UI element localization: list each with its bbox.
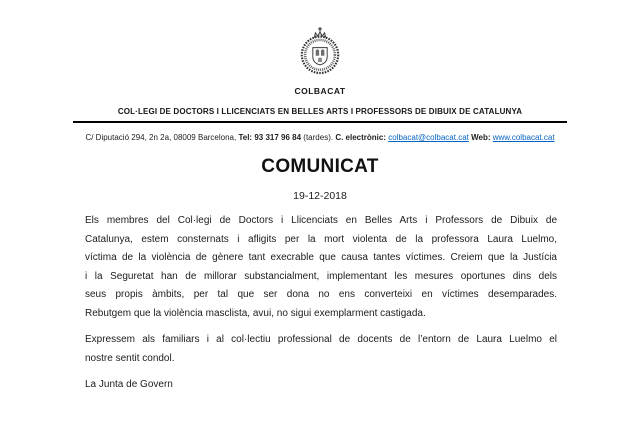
paragraph-line: Rebutgem que la violència masclista, avui, no sigui exemplarment castigada. bbox=[85, 307, 426, 319]
tel-note: (tardes). bbox=[303, 133, 334, 142]
document-date: 19-12-2018 bbox=[293, 190, 347, 202]
signature-line: La Junta de Govern bbox=[85, 379, 173, 390]
web-link[interactable]: www.colbacat.cat bbox=[492, 133, 555, 142]
email-link[interactable]: colbacat@colbacat.cat bbox=[388, 133, 469, 142]
paragraph-line: seus propis àmbits, per tal que ser dona no ens converteixi en víctimes desemparades. bbox=[85, 289, 557, 300]
paragraph-1 bbox=[85, 212, 557, 323]
paragraph-2 bbox=[85, 331, 557, 368]
contact-line bbox=[0, 133, 640, 142]
paragraph-line: víctima de la violència de gènere tant execrable que causa tantes víctimes. Creiem que la Justícia bbox=[85, 252, 557, 263]
paragraph-line: Catalunya, estem consternats i afligits per la mort violenta de la professora Laura Luelmo, bbox=[85, 233, 557, 245]
paragraph-line: i la Seguretat han de millorar substancialment, implementant les mesures oportunes dins dels bbox=[85, 270, 557, 282]
tel-number: 93 317 96 84 bbox=[254, 133, 302, 142]
document-body bbox=[85, 212, 557, 395]
header-divider bbox=[73, 121, 567, 123]
org-full-name: COL·LEGI DE DOCTORS I LLICENCIATS EN BELLES ARTS I PROFESSORS DE DIBUIX DE CATALUNYA bbox=[117, 107, 523, 116]
colbacat-crest-icon bbox=[297, 26, 343, 76]
logo-container bbox=[0, 26, 640, 81]
paragraph-line: Expressem als familiars i al col·lectiu professional de docents de l’entorn de Laura Luelmo el bbox=[85, 334, 557, 345]
tel-label: Tel: bbox=[238, 133, 253, 142]
web-label: Web: bbox=[471, 133, 491, 142]
contact-address: C/ Diputació 294, 2n 2a, 08009 Barcelona, bbox=[85, 133, 237, 142]
paragraph-line: Els membres del Col·legi de Doctors i Llicenciats en Belles Arts i Professors de Dibuix de bbox=[85, 215, 557, 226]
paragraph-line: nostre sentit condol. bbox=[85, 352, 175, 364]
email-label: C. electrònic: bbox=[335, 133, 387, 142]
document-title: COMUNICAT bbox=[261, 156, 379, 177]
org-acronym: COLBACAT bbox=[294, 86, 346, 96]
